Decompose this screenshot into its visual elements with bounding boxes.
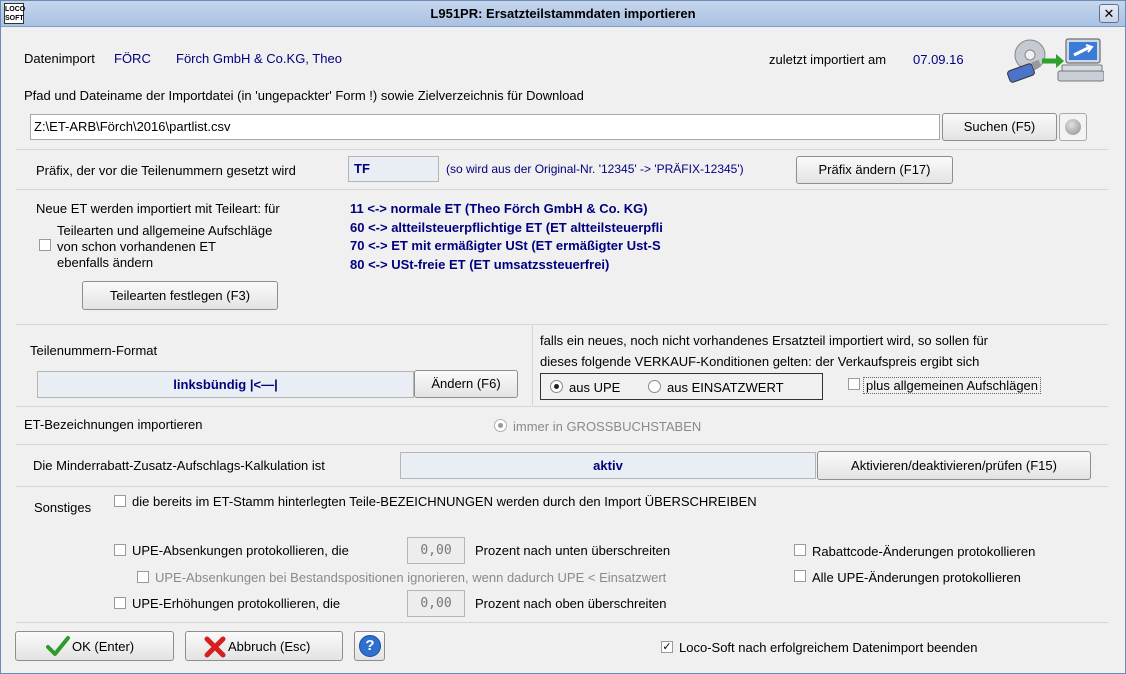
divider: [16, 189, 1108, 190]
upe-ignore-checkbox: [137, 571, 149, 583]
rabattcode-label: Rabattcode-Änderungen protokollieren: [812, 544, 1036, 559]
help-icon: ?: [359, 635, 381, 657]
upe-erhoehung-checkbox[interactable]: [114, 597, 126, 609]
overwrite-bezeichnungen-checkbox[interactable]: [114, 495, 126, 507]
exit-after-import-label: Loco-Soft nach erfolgreichem Datenimport beenden: [679, 640, 978, 655]
upe-ignore-label: UPE-Absenkungen bei Bestandspositionen ignorieren, wenn dadurch UPE < Einsatzwert: [155, 570, 667, 585]
sonstiges-label: Sonstiges: [34, 500, 92, 515]
teileart-item: 11 <-> normale ET (Theo Förch GmbH & Co. KG): [350, 201, 648, 216]
upe-absenkung-label: UPE-Absenkungen protokollieren, die: [132, 543, 349, 558]
path-input[interactable]: Z:\ET-ARB\Förch\2016\partlist.csv: [30, 114, 940, 140]
verkauf-text-line1: falls ein neues, noch nicht vorhandenes Ersatzteil importiert wird, so sollen für: [540, 333, 988, 348]
datenimport-code: FÖRC: [114, 51, 151, 66]
verkauf-radio-group: [540, 373, 823, 400]
divider: [16, 486, 1108, 487]
datenimport-label: Datenimport: [24, 51, 95, 66]
status-light-icon: [1065, 119, 1081, 135]
radio-grossbuchstaben: [494, 419, 507, 432]
divider: [16, 149, 1108, 150]
alle-upe-checkbox[interactable]: [794, 570, 806, 582]
status-indicator-button[interactable]: [1059, 113, 1087, 141]
radio-aus-einsatzwert[interactable]: [648, 380, 661, 393]
last-import-date: 07.09.16: [913, 52, 964, 67]
upe-absenkung-suffix: Prozent nach unten überschreiten: [475, 543, 671, 558]
plus-aufschlaege-label: plus allgemeinen Aufschlägen: [863, 377, 1041, 394]
divider: [16, 324, 1108, 325]
plus-aufschlaege-checkbox[interactable]: [848, 378, 860, 390]
app-logo-icon: LOCO SOFT: [4, 3, 24, 24]
path-label: Pfad und Dateiname der Importdatei (in 'ungepackter' Form !) sowie Zielverzeichnis für Download: [24, 88, 584, 103]
format-label: Teilenummern-Format: [30, 343, 158, 358]
divider: [16, 444, 1108, 445]
upe-erhoehung-suffix: Prozent nach oben überschreiten: [475, 596, 667, 611]
radio-aus-einsatzwert-label: aus EINSATZWERT: [667, 380, 784, 395]
upe-erhoehung-label: UPE-Erhöhungen protokollieren, die: [132, 596, 341, 611]
teileart-checkbox-line2: von schon vorhandenen ET: [57, 239, 216, 254]
divider: [16, 406, 1108, 407]
minderrabatt-toggle-button[interactable]: Aktivieren/deaktivieren/prüfen (F15): [817, 451, 1091, 480]
teileart-checkbox-line1: Teilearten und allgemeine Aufschläge: [57, 223, 273, 238]
cancel-button-label: Abbruch (Esc): [228, 639, 311, 654]
teileart-item: 70 <-> ET mit ermäßigter USt (ET ermäßigter Ust-S: [350, 238, 661, 253]
prefix-hint: (so wird aus der Original-Nr. '12345' -> 'PRÄFIX-12345'): [446, 162, 744, 176]
radio-aus-upe-label: aus UPE: [569, 380, 621, 395]
radio-grossbuchstaben-label: immer in GROSSBUCHSTABEN: [513, 419, 702, 434]
minderrabatt-label: Die Minderrabatt-Zusatz-Aufschlags-Kalkulation ist: [33, 458, 325, 473]
verkauf-text-line2: dieses folgende VERKAUF-Konditionen gelten: der Verkaufspreis ergibt sich: [540, 354, 980, 369]
help-button[interactable]: [354, 631, 385, 661]
title-bar: [1, 1, 1125, 27]
rabattcode-checkbox[interactable]: [794, 544, 806, 556]
upe-erhoehung-input[interactable]: 0,00: [407, 590, 465, 617]
checkmark-icon: [46, 635, 70, 657]
search-button[interactable]: Suchen (F5): [942, 113, 1057, 141]
radio-aus-upe[interactable]: [550, 380, 563, 393]
ok-button-label: OK (Enter): [72, 639, 135, 654]
upe-absenkung-input[interactable]: 0,00: [407, 537, 465, 564]
import-transfer-icon: [1004, 33, 1104, 85]
teileart-label: Neue ET werden importiert mit Teileart: für: [36, 201, 280, 216]
upe-absenkung-checkbox[interactable]: [114, 544, 126, 556]
divider: [16, 622, 1108, 623]
alle-upe-label: Alle UPE-Änderungen protokollieren: [812, 570, 1021, 585]
bezeichnung-label: ET-Bezeichnungen importieren: [24, 417, 203, 432]
prefix-input[interactable]: TF: [348, 156, 439, 182]
last-import-label: zuletzt importiert am: [769, 52, 887, 67]
minderrabatt-status: aktiv: [400, 452, 816, 479]
overwrite-bezeichnungen-label: die bereits im ET-Stamm hinterlegten Teile-BEZEICHNUNGEN werden durch den Import ÜBERSCHREIBEN: [132, 494, 757, 509]
teileart-checkbox-line3: ebenfalls ändern: [57, 255, 154, 270]
teileart-change-checkbox[interactable]: [39, 239, 51, 251]
prefix-change-button[interactable]: Präfix ändern (F17): [796, 156, 953, 184]
supplier-name: Förch GmbH & Co.KG, Theo: [176, 51, 342, 66]
red-x-icon: [204, 636, 226, 658]
teilearten-festlegen-button[interactable]: Teilearten festlegen (F3): [82, 281, 278, 310]
teileart-item: 80 <-> USt-freie ET (ET umsatzssteuerfrei): [350, 257, 610, 272]
divider-vertical: [532, 325, 533, 405]
format-value: linksbündig |<—|: [37, 371, 414, 398]
ok-button[interactable]: [15, 631, 174, 661]
window-title: L951PR: Ersatzteilstammdaten importieren: [430, 6, 696, 21]
close-button[interactable]: ✕: [1099, 4, 1119, 23]
teileart-item: 60 <-> altteilsteuerpflichtige ET (ET altteilsteuerpfli: [350, 220, 663, 235]
exit-after-import-checkbox[interactable]: ✓: [662, 641, 672, 653]
cancel-button[interactable]: [185, 631, 343, 661]
format-change-button[interactable]: Ändern (F6): [414, 370, 518, 398]
prefix-label: Präfix, der vor die Teilenummern gesetzt wird: [36, 163, 296, 178]
